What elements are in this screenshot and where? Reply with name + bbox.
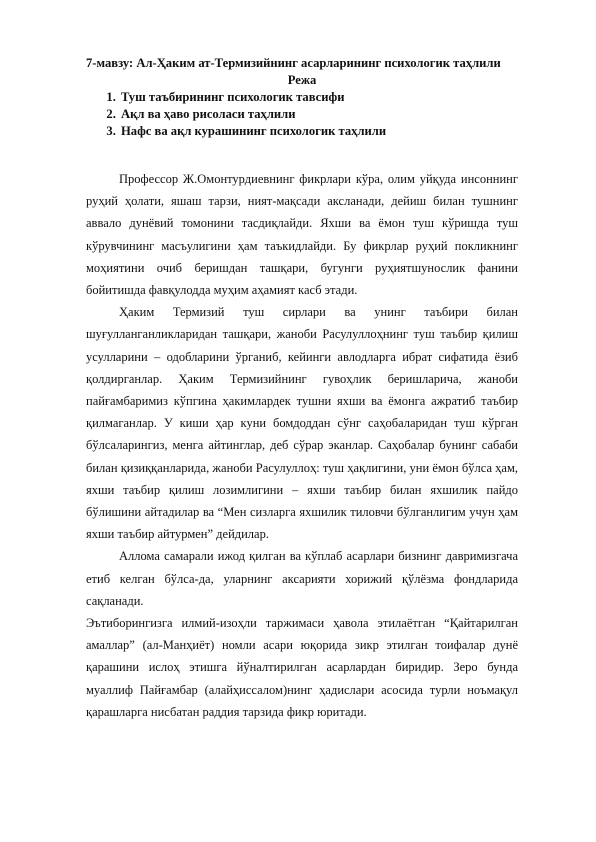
paragraph: Аллома самарали ижод қилган ва кўплаб асарлари бизнинг давримизгача етиб келган бўлса-да, уларнинг аксарияти хорижий қўлёзма фондларида сақланади. — [86, 549, 518, 608]
plan-item: 3. Нафс ва ақл курашининг психологик таҳлили — [119, 123, 518, 140]
document-title: 7-мавзу: Ал-Ҳаким ат-Термизийнинг асарларининг психологик таҳлили — [86, 56, 501, 70]
document-body — [86, 168, 518, 723]
paragraph: Эътиборингизга илмий-изоҳли таржимаси ҳавола этилаётган “Қайтарилган амаллар” (ал-Манҳиёт) номли асари юқорида зикр этилган тоифалар дунё қарашини ислоҳ этишга йўналтирилган асарлардан биридир. Зеро бунда муаллиф Пайғамбар (алайҳиссалом)нинг ҳадислари асосида турли ноъмақул қарашларга нисбатан раддия тарзида фикр юритади. — [86, 616, 518, 719]
plan-heading: Режа — [287, 73, 317, 87]
document-page — [86, 55, 518, 723]
paragraph: Профессор Ж.Омонтурдиевнинг фикрлари кўра, олим уйқуда инсоннинг руҳий ҳолати, яшаш тарзи, ният-мақсади аксланади, дейиш билан тушнинг аввало дунёвий томонини тасдиқлайди. Яхши ва ёмон туш кўришда туш кўрувчининг масъулигини ҳам таъкидлайди. Бу фикрлар руҳий покликнинг моҳиятини очиб беришдан ташқари, бугунги руҳиятшунослик фанини бойитишда фавқулодда муҳим аҳамият касб этади. — [86, 172, 518, 298]
plan-item: 2. Ақл ва ҳаво рисоласи таҳлили — [119, 106, 518, 123]
paragraph: Ҳаким Термизий туш сирлари ва унинг таъбири билан шуғулланганликларидан ташқари, жаноби Расулуллоҳнинг туш таъбир қилиш усулларини – одобларини ўрганиб, кейинги авлодларга ибрат сифатида ёзиб қолдирганлар. Ҳаким Термизийнинг гувоҳлик беришларича, жаноби пайғамбаримиз кўпгина ҳакимлардек тушни яхши ва ёмонга ажратиб таъбир қилмаганлар. У киши ҳар куни бомдоддан сўнг саҳобаларидан туш кўрган бўлсаларингиз, менга айтинглар, деб сўрар эканлар. Саҳобалар бунинг сабаби билан қизиққанларида, жаноби Расулуллоҳ: туш ҳақлигини, уни ёмон бўлса ҳам, яхши таъбир қилиш лозимлигини – яхши таъбир билан яхшилик пайдо бўлишини айтадилар ва “Мен сизларга яхшилик тиловчи бўлганлигим учун ҳам яхши таъбир айтурмен” дейдилар. — [86, 305, 518, 542]
plan-item: 1. Туш таъбирининг психологик тавсифи — [119, 89, 518, 106]
plan-list — [86, 89, 518, 140]
